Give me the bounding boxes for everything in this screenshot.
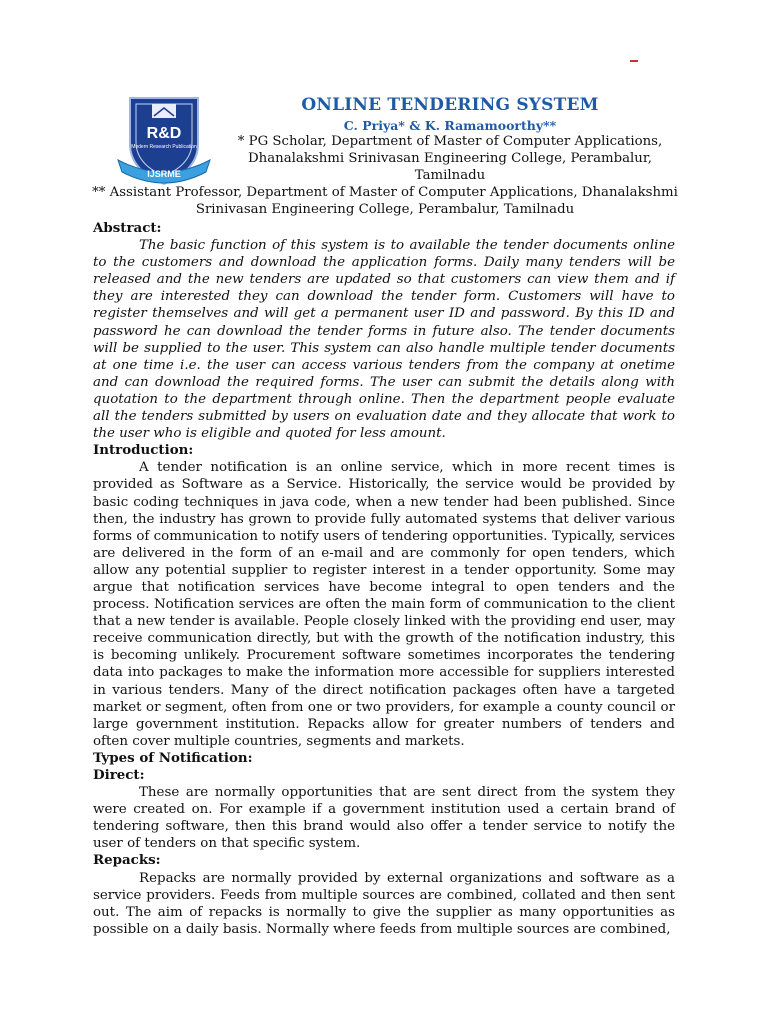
introduction-text: A tender notification is an online service, which in more recent times is provided as Software as a Service. Historically, the service would be provided by basic coding techniques in java code, when a new tender had been published. Since then, the industry has grown to provide fully automated systems that deliver various forms of communication to notify users of tendering opportunities. Typically, services are delivered in the form of an e-mail and are commonly for open tenders, which allow any potential supplier to register interest in a tender opportunity. Some may argue that notification services have become integral to open tenders and the process. Notification services are often the main form of communication to the client that a new tender is available. People closely linked with the providing end user, may receive communication directly, but with the growth of the notification industry, this is becoming unlikely. Procurement software sometimes incorporates the tendering data into packages to make the information more accessible for suppliers interested in various tenders. Many of the direct notification packages often have a targeted market or segment, often from one or two providers, for example a county council or large government institution. Repacks allow for greater numbers of tenders and often cover multiple countries, segments and markets. [93,460,675,749]
abstract-heading: Abstract: [93,220,162,236]
author-affiliation-2: ** Assistant Professor, Department of Master of Computer Applications, Dhanalakshmi Srinivasan Engineering College, Perambalur, Tamilnadu [92,185,678,217]
repacks-heading: Repacks: [93,852,161,869]
red-mark [630,60,638,62]
repacks-text: Repacks are normally provided by external organizations and software as a service providers. Feeds from multiple sources are combined, collated and then sent out. The aim of repacks is normally to give the supplier as many opportunities as possible on a daily basis. Normally where feeds from multiple sources are combined, [93,870,675,937]
logo-text: R&D [146,125,182,142]
paper-authors: C. Priya* & K. Ramamoorthy** [343,118,557,133]
introduction-heading: Introduction: [93,442,194,459]
direct-heading: Direct: [93,767,145,783]
paper-header [90,95,680,218]
logo-ribbon-text: IJSRME [147,169,181,179]
abstract-text: The basic function of this system is to available the tender documents online to the customers and download the application forms. Daily many tenders will be released and the new tenders are updated so that customers can view them and if they are interested they can download the tender form. Customers will have to register themselves and will get a permanent user ID and password. By this ID and password he can download the tender forms in future also. The tender documents will be supplied to the user. This system can also handle multiple tender documents at one time i.e. the user can access various tenders from the company at onetime and can download the required forms. The user can submit the details along with quotation to the department through online. Then the department people evaluate all the tenders submitted by users on evaluation date and they allocate that work to the user who is eligible and quoted for less amount. [93,238,675,442]
paper-title: ONLINE TENDERING SYSTEM [301,95,599,115]
types-heading: Types of Notification: [93,749,253,766]
logo-subtext: Modern Research Publication [131,144,197,150]
author-affiliation-1: * PG Scholar, Department of Master of Computer Applications, Dhanalakshmi Srinivasan Engineering College, Perambalur, Tamilnadu [237,134,663,183]
direct-text: These are normally opportunities that are sent direct from the system they were created on. For example if a government institution used a certain brand of tendering software, then this brand would also offer a tender service to notify the user of tenders on that specific system. [93,785,675,852]
paper-body [93,220,675,938]
